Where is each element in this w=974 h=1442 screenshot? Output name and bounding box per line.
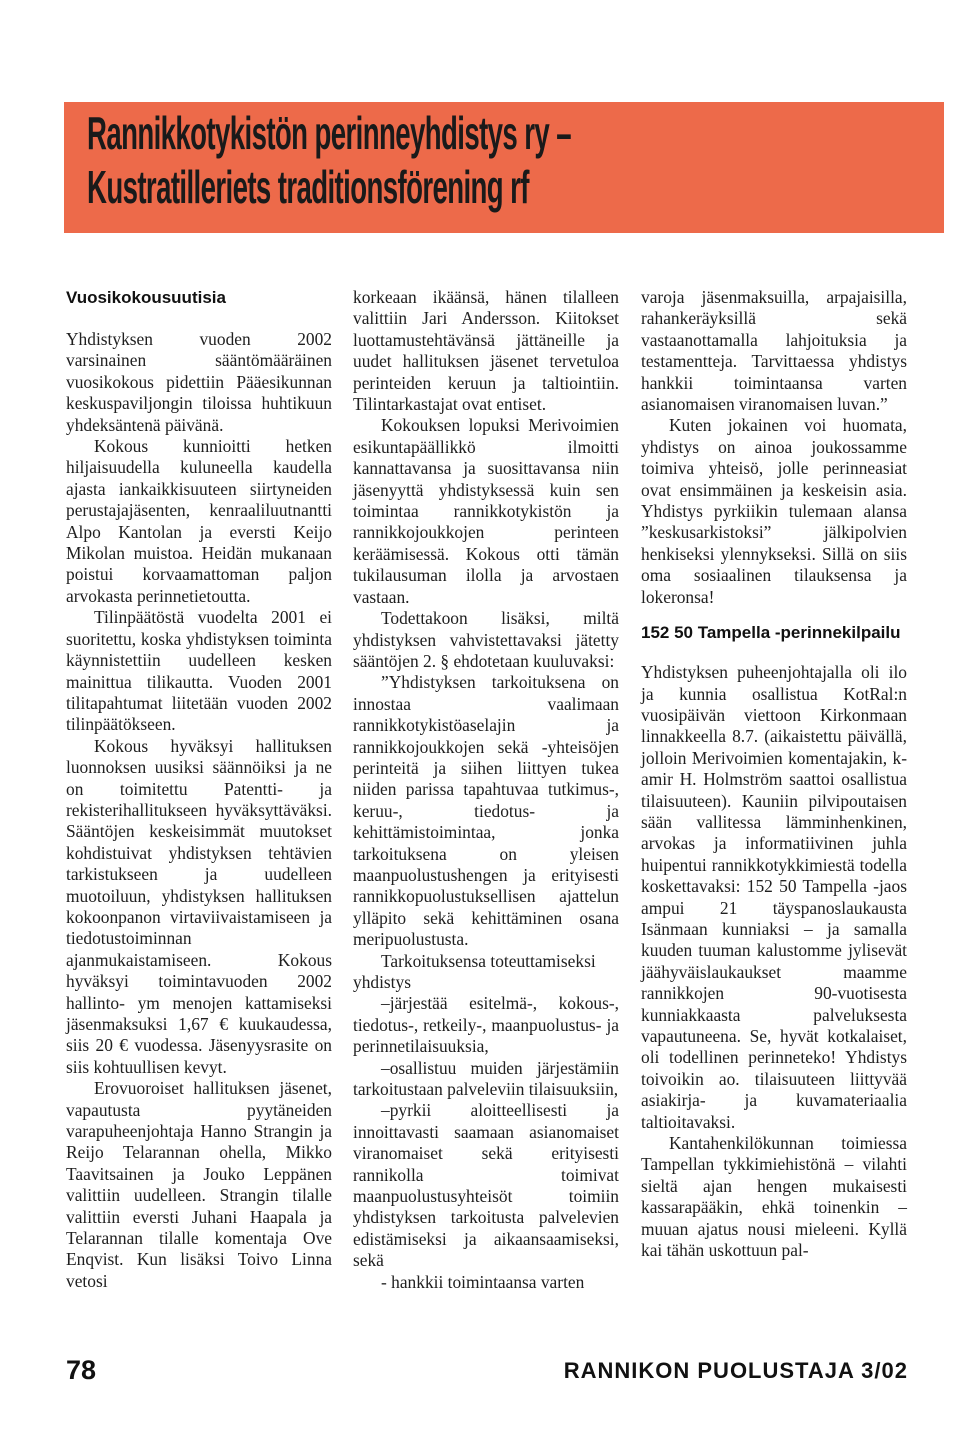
paragraph: Kokous kunnioitti hetken hiljaisuudella kuluneella kaudella ajasta iankaikkisuuteen siirtyneiden perustajajäsenten, kenraaliluutnantti Alpo Kantolan ja eversti Keijo Mikolan muistoa. Heidän mukanaan poistui korvaamattoman paljon arvokasta perinnetietoutta.	[66, 436, 332, 606]
paragraph: korkeaan ikäänsä, hänen tilalleen valittiin Jari Andersson. Kiitokset luottamustehtävänsä jättäneille ja uudet hallituksen jäsenet tervetuloa perinteiden keruun ja taltiointiin. Tilintarkastajat ovat entiset.	[353, 287, 619, 415]
page-number: 78	[66, 1355, 97, 1385]
section-heading-vuosikokousuutisia: Vuosikokousuutisia	[66, 288, 226, 307]
text-column-1	[66, 287, 332, 1292]
paragraph: Todettakoon lisäksi, miltä yhdistyksen vahvistettavaksi jätetty sääntöjen 2. § ehdotetaan kuuluvaksi:	[353, 608, 619, 671]
list-item: –osallistuu muiden järjestämiin tarkoitustaan palveleviin tilaisuuksiin,	[353, 1057, 619, 1100]
list-item: –pyrkii aloitteellisesti ja innoittavasti saamaan asianomaiset viranomaiset sekä erityisesti rannikolla toimivat maanpuolustusyhteisöt toimiin yhdistyksen tarkoitusta palvelevien edistämiseksi ja aikaansaamiseksi, sekä	[353, 1100, 619, 1271]
section-heading-tampella: 152 50 Tampella -perinnekilpailu	[641, 623, 901, 643]
paragraph: Yhdistyksen vuoden 2002 varsinainen sääntömääräinen vuosikokous pidettiin Pääesikunnan keskuspaviljongin tiloissa huhtikuun yhdeksäntenä päivänä.	[66, 329, 332, 435]
text-column-2	[353, 287, 619, 1293]
title-line-swedish: Kustratilleriets traditionsförening rf	[87, 161, 529, 213]
paragraph: Erovuoroiset hallituksen jäsenet, vapautusta pyytäneiden varapuheenjohtaja Hanno Strangin ja Reijo Telarannan ohella, Mikko Taavitsainen ja Jouko Leppänen valittiin uudelleen. Strangin tilalle valittiin eversti Juhani Haapala ja Telarannan tilalle komentaja Ove Enqvist. Kun lisäksi Toivo Linna vetosi	[66, 1078, 332, 1291]
magazine-issue: RANNIKON PUOLUSTAJA 3/02	[563, 1358, 908, 1383]
paragraph: Yhdistyksen puheenjohtajalla oli ilo ja kunnia osallistua KotRal:n vuosipäivän viettoon Kirkonmaan linnakkeella 8.7. (aikaistettu päivällä, jolloin Merivoimien komentajakin, k-amir H. Holmström saattoi osallistua tilaisuuteen). Kauniin pilvipoutaisen sään vallitessa lämminhenkinen, arvokas ja informatiivinen juhla huipentui rannikkotykkimiestä todella koskettavaksi: 152 50 Tampella -jaos ampui 21 täyspanoslaukausta Isänmaan kunniaksi – ja samalla kuuden tuuman kalustomme jylisevät jäähyväislaukaukset maamme rannikkojen 90-vuotisesta kunniakkaasta palveluksesta vapautuneena. Se, hyvät kotkalaiset, oli todellinen perinneteko! Yhdistys toivoikin ao. tilaisuuteen liittyvää asiakirja- ja kuvamateriaalia taltioitavaksi.	[641, 662, 907, 1132]
paragraph: Kokouksen lopuksi Merivoimien esikuntapäällikkö ilmoitti kannattavansa ja suosittavansa niin jäsenyyttä yhdistyksessä kuin sen toimintaa rannikkotykistön ja rannikkojoukkojen perinteen keräämisessä. Kokous otti tämän tukilausuman ilolla ja arvostaen vastaan.	[353, 415, 619, 607]
paragraph: Kuten jokainen voi huomata, yhdistys on ainoa joukossamme toimiva yhteisö, jolle perinneasiat ovat ensimmäinen ja keskeisin asia. Yhdistys pyrkiikin tulemaan alansa ”keskusarkistoksi” jälkipolvien henkiseksi ylennykseksi. Sillä on siis oma sosiaalinen tilauksensa ja lokeronsa!	[641, 415, 907, 607]
text-column-3	[641, 287, 907, 1261]
paragraph: varoja jäsenmaksuilla, arpajaisilla, rahankeräyksillä sekä vastaanottamalla lahjoituksia ja testamentteja. Tarvittaessa yhdistys hankkii toimintaansa varten asianomaisen viranomaisen luvan.”	[641, 287, 907, 415]
paragraph: Tarkoituksensa toteuttamiseksi yhdistys	[353, 950, 596, 992]
paragraph: Kokous hyväksyi hallituksen luonnoksen uusiksi säännöiksi ja ne on toimitettu Patentti- ja rekisterihallitukseen hyväksyttäväksi. Sääntöjen keskeisimmät muutokset kohdistuivat yhdistyksen tehtävien tarkistukseen ja uudelleen muotoiluun, yhdistyksen hallituksen kokoonpanon virtaviivaistamiseen ja tiedotustoiminnan ajanmukaistamiseen. Kokous hyväksyi toimintavuoden 2002 hallinto- ym menojen kattamiseksi jäsenmaksuksi 1,67 € kuukaudessa, siis 20 € vuodessa. Jäsenyysrasite on siis kohtuullisen kevyt.	[66, 735, 332, 1077]
title-line-finnish: Rannikkotykistön perinneyhdistys ry –	[87, 107, 571, 159]
list-item: - hankkii toimintaansa varten	[381, 1271, 585, 1292]
list-item: –järjestää esitelmä-, kokous-, tiedotus-, retkeily-, maanpuolustus- ja perinnetilaisuuksia,	[353, 993, 619, 1057]
quoted-paragraph: ”Yhdistyksen tarkoituksena on innostaa vaalimaan rannikkotykistöaselajin ja rannikkojoukkojen sekä -yhteisöjen perinteitä ja siihen liittyen tukea niiden parissa tapahtuvaa tutkimus-, keruu-, tiedotus- ja kehittämistoimintaa, jonka tarkoituksena on yleisen maanpuolustushengen ja erityisesti rannikkopuolustuksellisen ajattelun ylläpito sekä kehittäminen osana meripuolustusta.	[353, 672, 619, 950]
paragraph: Kantahenkilökunnan toimiessa Tampellan tykkimiehistönä – vilahti sieltä ajan hengen mukaisesti kassarapääkin, ehkä toinenkin – muuan ajatus nousi mieleeni. Kyllä kai tähän uskottuun pal-	[641, 1133, 907, 1261]
paragraph: Tilinpäätöstä vuodelta 2001 ei suoritettu, koska yhdistyksen toiminta käynnistettiin uudelleen kesken mainittua tilikautta. Vuoden 2001 tilitapahtumat liitetään vuoden 2002 tilinpäätökseen.	[66, 607, 332, 735]
